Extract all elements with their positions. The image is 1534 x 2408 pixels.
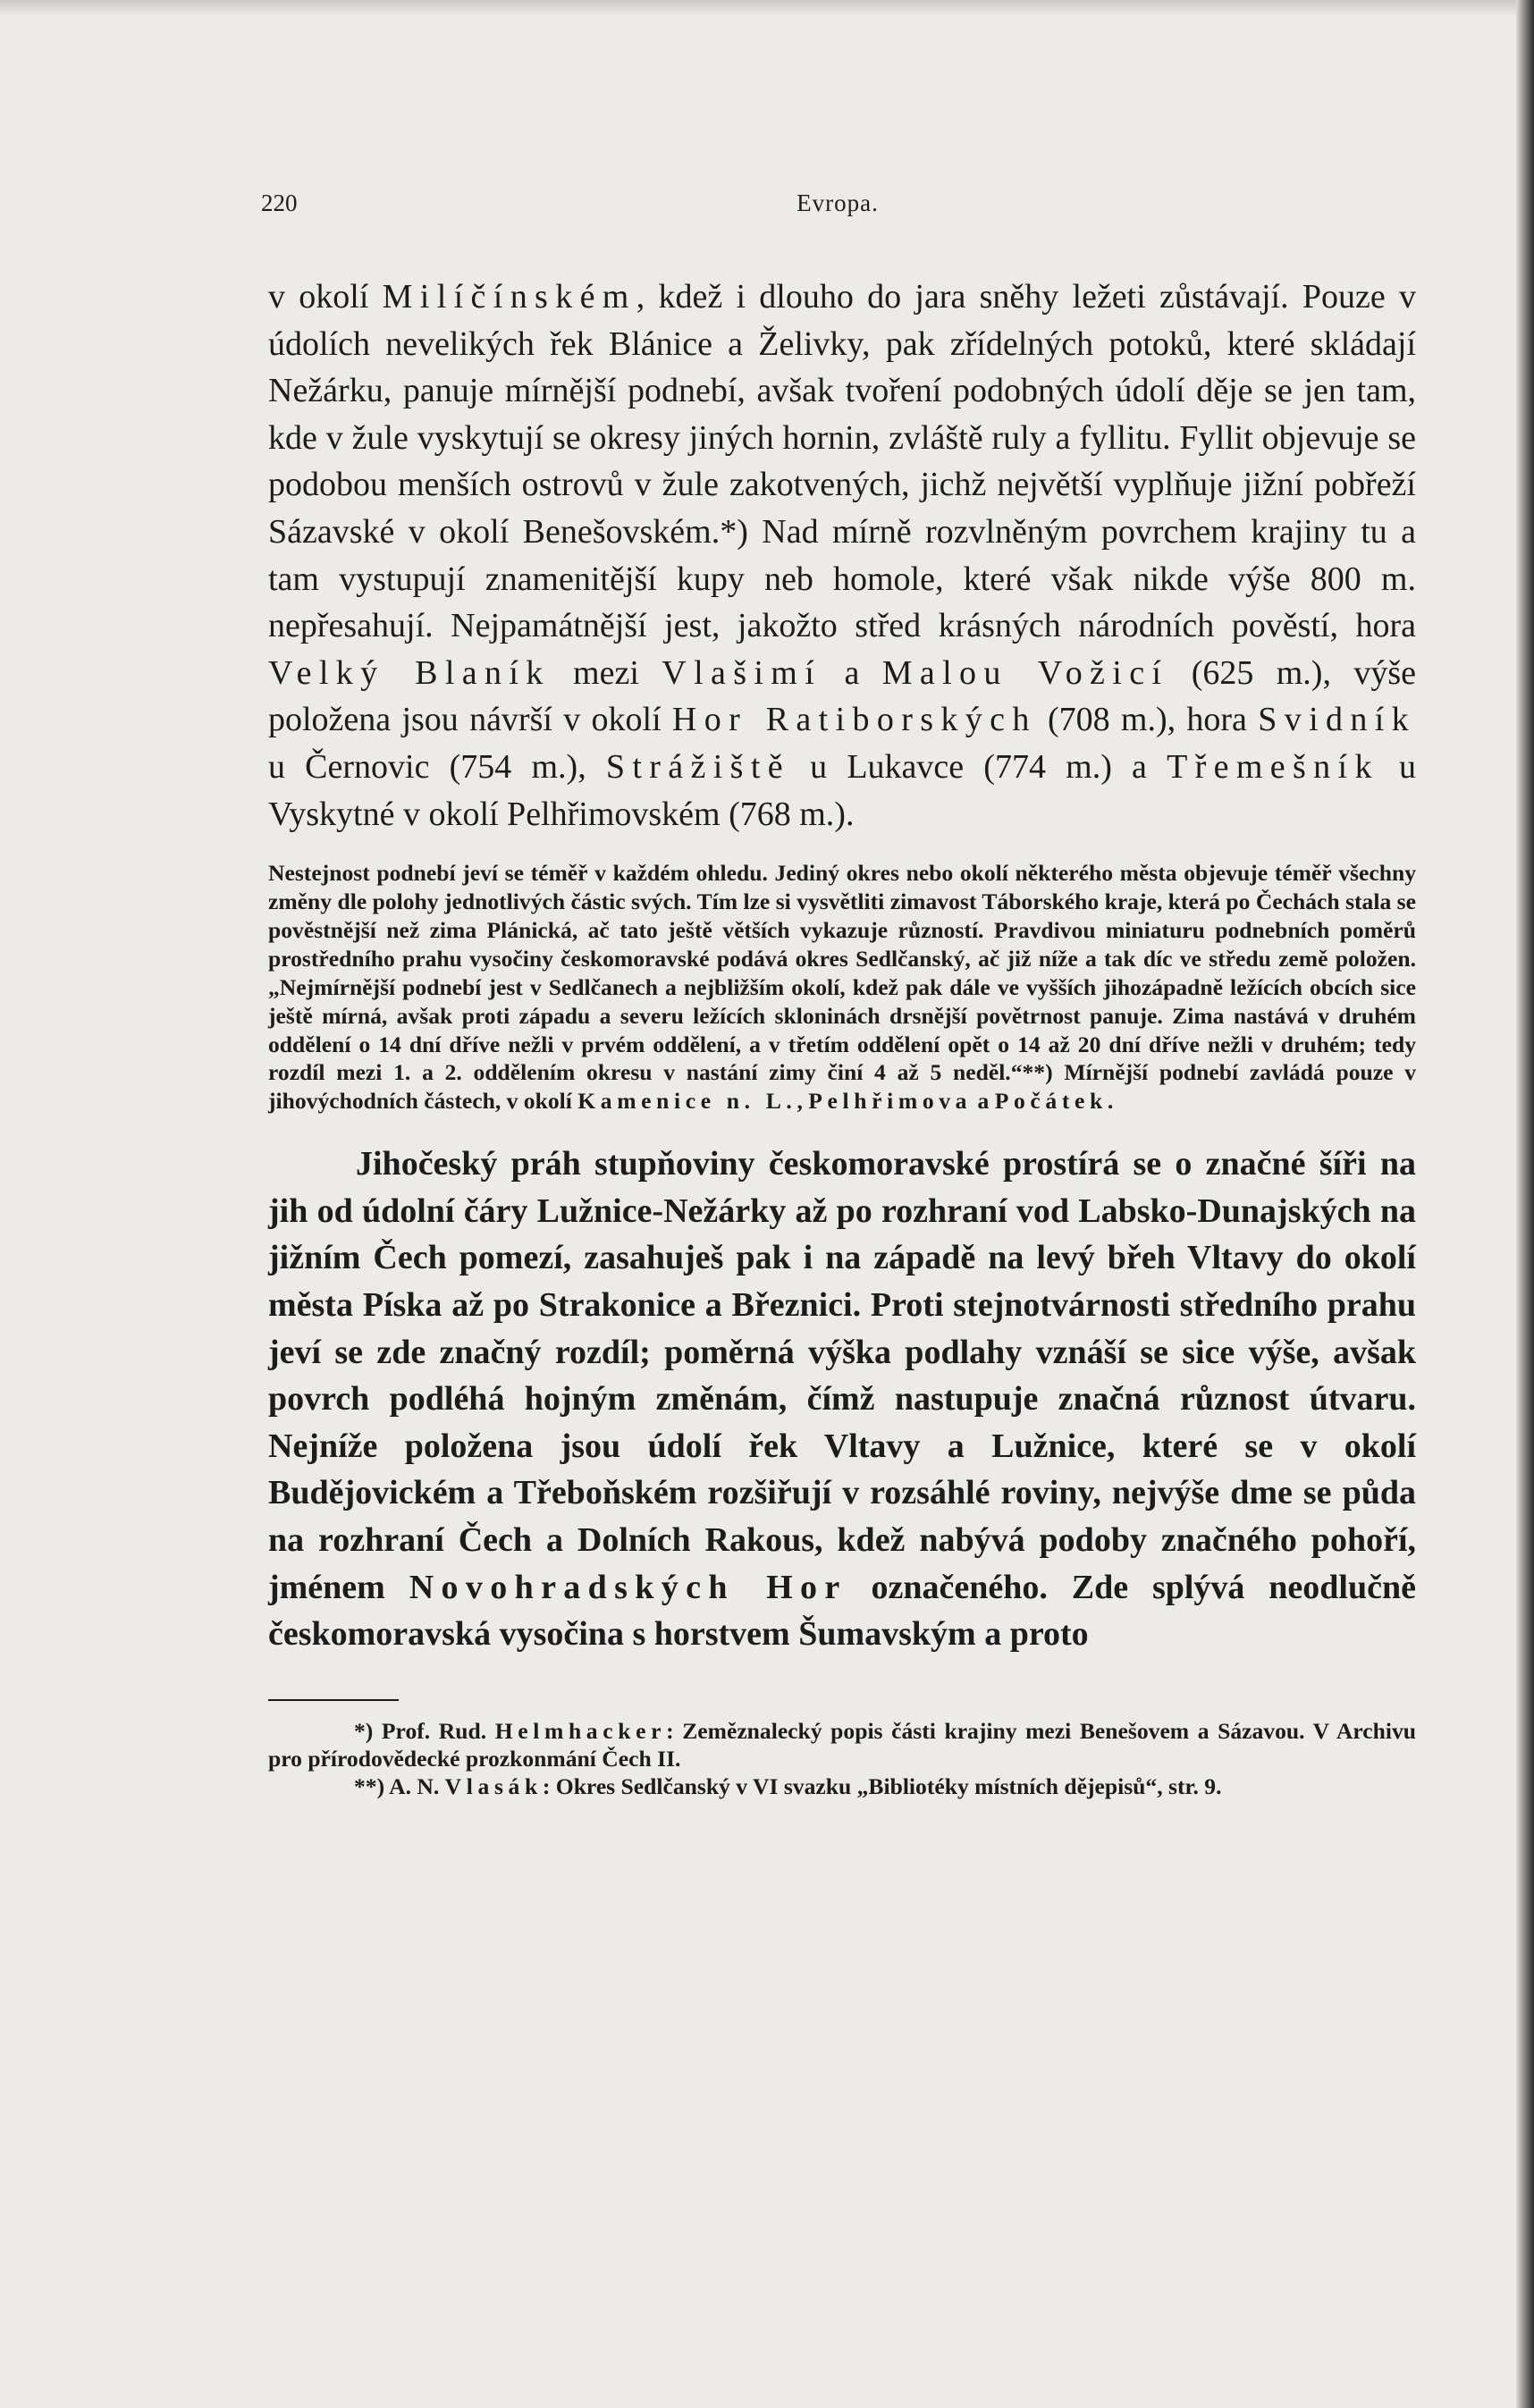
spaced-name: Svidník (1258, 701, 1416, 739)
paragraph-climate-note (268, 859, 1416, 1116)
text: Jihočeský práh stupňoviny českomoravské prostírá se o značné šíři na jih od údolní čáry Lužnice-Nežárky až po rozhraní vod Labsko-Dunajských na jižním Čech pomezí, zasahuješ pak i na západě na levý břeh Vltavy do okolí města Píska až po Strakonice a Březnici. Proti stejnotvárnosti středního prahu jeví se zde značný rozdíl; poměrná výška podlahy vznáší se sice výše, avšak povrch podléhá hojným změnám, čímž nastupuje značná různost útvaru. Nejníže položena jsou údolí řek Vltavy a Lužnice, které se v okolí Budějovickém a Třeboňském rozšiřují v rozsáhlé roviny, nejvýše dme se půda na rozhraní Čech a Dolních Rakous, kdež nabývá podoby značného pohoří, jménem (268, 1145, 1416, 1606)
text: a (822, 653, 882, 692)
spaced-name: Třemešník (1167, 747, 1379, 786)
page-top-edge (0, 0, 1534, 16)
text: , kdež i dlouho do jara sněhy ležeti zůstávají. Pouze v údolích nevelikých řek Blánice a Želivky, pak zřídelných potoků, které skládají Nežárku, panuje mírnější podnebí, avšak tvoření podobných údolí děje se jen tam, kde v žule vyskytují se okresy jiných hornin, zvláště ruly a fyllitu. Fyllit objevuje se podobou menších ostrovů v žule zakotvených, jichž největší vyplňuje jižní pobřeží Sázavské v okolí Benešovském.*) Nad mírně rozvlněným povrchem krajiny tu a tam vystupují znamenitější kupy neb homole, které však nikde výše 800 m. nepřesahují. Nejpamátnější jest, jakožto střed krásných národních pověstí, hora (268, 278, 1416, 645)
text: u Lukavce (774 m.) a (789, 747, 1167, 786)
paragraph-south-bohemian-threshold (268, 1141, 1416, 1658)
page-content (268, 274, 1416, 1800)
spaced-name: Milíčínském (382, 278, 636, 316)
spaced-name: Helmhacker (494, 1717, 667, 1744)
spaced-name: Novohradských Hor (409, 1568, 847, 1606)
text: *) Prof. Rud. (354, 1717, 495, 1744)
text: a (972, 1088, 995, 1115)
text: mezi (550, 653, 662, 692)
page-header (261, 189, 1414, 225)
spaced-name: Pelhřimova (808, 1088, 973, 1115)
text: : Zeměznalecký popis části krajiny mezi Benešovem a Sázavou. V Archivu pro přírodovědecké prozkonmání Čech II. (268, 1717, 1416, 1772)
text: u Vyskytné v okolí Pelhřimovském (768 m.). (268, 747, 1417, 833)
spaced-name: Vlašimí (662, 653, 822, 692)
text: , (796, 1088, 809, 1115)
text: (625 m.), výše položena jsou návrší v okolí (268, 653, 1416, 739)
footnote-2 (268, 1772, 1416, 1800)
text: Nestejnost podnebí jeví se téměř v každém ohledu. Jediný okres nebo okolí některého města objevuje téměř všechny změny dle polohy jednotlivých částic svých. Tím lze si vysvětliti zimavost Táborského kraje, která po Čechách stala se pověstnější než zima Plánická, ač tato ještě větších vykazuje růzností. Pravdivou miniaturu podnebních poměrů prostředního prahu vysočiny českomoravské podává okres Sedlčanský, ač již níže a tak díc ve středu země položen. „Nejmírnější podnebí jest v Sedlčanech a nejbližším okolí, kdež pak dále ve vyšších jihozápadně ležících obcích sice ještě mírná, avšak proti západu a severu ležících skloninách drsnější povětrnost panuje. Zima nastává v druhém oddělení o 14 dní dříve nežli v prvém oddělení, a v třetím oddělení opět o 14 až 20 dní dříve nežli v druhém; tedy rozdíl mezi 1. a 2. oddělením okresu v nastání zimy činí 4 až 5 neděl.“**) Mírnější podnebí zavládá pouze v jihovýchodních částech, v okolí (268, 860, 1416, 1115)
spaced-name: Počátek (994, 1088, 1108, 1115)
spaced-name: Strážiště (605, 747, 790, 786)
spaced-name: Velký Blaník (268, 653, 551, 692)
text: v okolí (268, 278, 383, 316)
spaced-name: Vlasák (444, 1772, 543, 1799)
text: . (1107, 1088, 1114, 1115)
text: (708 m.), hora (1036, 701, 1259, 739)
spaced-name: Hor Ratiborských (671, 701, 1037, 739)
text: : Okres Sedlčanský v VI svazku „Bibliotéky místních dějepisů“, str. 9. (542, 1772, 1222, 1799)
text: **) A. N. (354, 1772, 445, 1799)
text: u Černovic (754 m.), (268, 747, 606, 786)
paragraph-plateau-peaks (268, 274, 1416, 838)
page-right-edge (1516, 0, 1534, 2408)
footnote-1 (268, 1717, 1416, 1772)
page-number: 220 (261, 189, 298, 216)
footnote-divider (268, 1699, 399, 1701)
spaced-name: Kamenice n. L. (577, 1088, 797, 1115)
running-head: Evropa. (796, 189, 879, 216)
spaced-name: Malou Vožicí (881, 653, 1169, 692)
text: označeného. Zde splývá neodlučně českomoravská vysočina s horstvem Šumavským a proto (268, 1568, 1416, 1654)
